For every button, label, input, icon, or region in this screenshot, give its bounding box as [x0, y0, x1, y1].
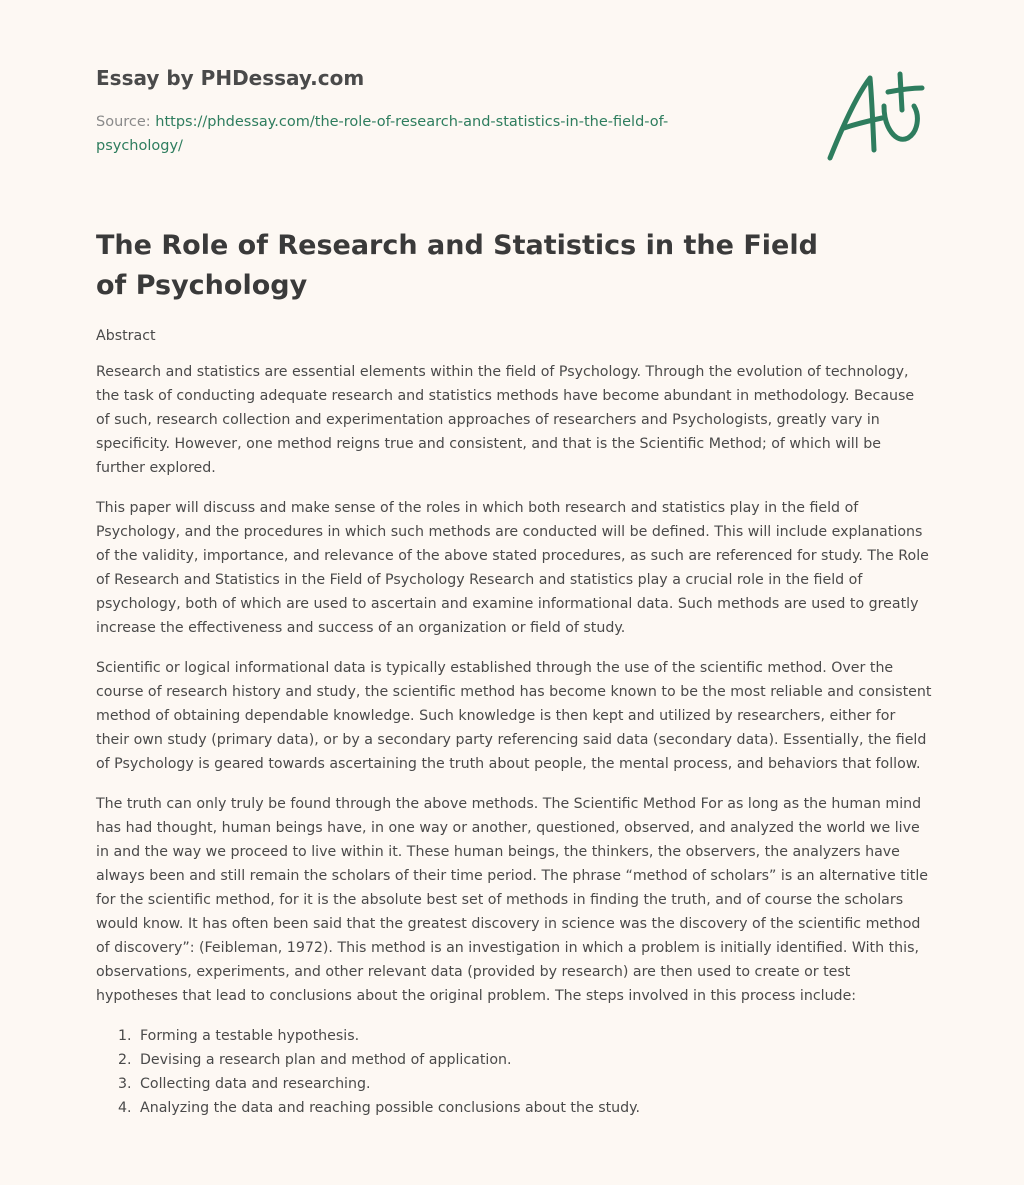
list-item: 1. Forming a testable hypothesis. [136, 1024, 932, 1048]
source-label: Source: [96, 114, 151, 130]
paragraph: Research and statistics are essential elements within the field of Psychology. Through the evolution of technology, the task of conducting adequate research and statistics methods have become abundant in methodology. Because of such, research collection and experimentation approaches of researchers and Psychologists, greatly vary in specificity. However, one method reigns true and consistent, and that is the Scientific Method; of which will be further explored. [96, 364, 915, 476]
steps-list [96, 1024, 932, 1120]
source-link[interactable]: https://phdessay.com/the-role-of-research-and-statistics-in-the-field-of-psychology/ [96, 114, 669, 154]
paragraph: This paper will discuss and make sense of the roles in which both research and statistics play in the field of Psychology, and the procedures in which such methods are conducted will be defined. This will include explanations of the validity, importance, and relevance of the above stated procedures, as such are referenced for study. The Role of Research and Statistics in the Field of Psychology Research and statistics play a crucial role in the field of psychology, both of which are used to ascertain and examine informational data. Such methods are used to greatly increase the effectiveness and success of an organization or field of study. [96, 500, 929, 636]
a-plus-logo-icon [822, 66, 932, 166]
essay-title: The Role of Research and Statistics in the Field of Psychology [96, 230, 818, 301]
list-item: 4. Analyzing the data and reaching possible conclusions about the study. [136, 1096, 932, 1120]
abstract-label: Abstract [96, 328, 156, 344]
list-item: 3. Collecting data and researching. [136, 1072, 932, 1096]
paragraph: The truth can only truly be found through the above methods. The Scientific Method For as long as the human mind has had thought, human beings have, in one way or another, questioned, observed, and analyzed the world we live in and the way we proceed to live within it. These human beings, the thinkers, the observers, the analyzers have always been and still remain the scholars of their time period. The phrase “method of scholars” is an alternative title for the scientific method, for it is the absolute best set of methods in finding the truth, and of course the scholars would know. It has often been said that the greatest discovery in science was the discovery of the scientific method of discovery”: (Feibleman, 1972). This method is an investigation in which a problem is initially identified. With this, observations, experiments, and other relevant data (provided by research) are then used to create or test hypotheses that lead to conclusions about the original problem. The steps involved in this process include: [96, 796, 929, 1004]
site-brand: Essay by PHDessay.com [96, 66, 365, 90]
list-item: 2. Devising a research plan and method of application. [136, 1048, 932, 1072]
essay-body [96, 324, 932, 1120]
source-line [96, 110, 736, 158]
paragraph: Scientific or logical informational data is typically established through the use of the scientific method. Over the course of research history and study, the scientific method has become known to be the most reliable and consistent method of obtaining dependable knowledge. Such knowledge is then kept and utilized by researchers, either for their own study (primary data), or by a secondary party referencing said data (secondary data). Essentially, the field of Psychology is geared towards ascertaining the truth about people, the mental process, and behaviors that follow. [96, 660, 932, 772]
